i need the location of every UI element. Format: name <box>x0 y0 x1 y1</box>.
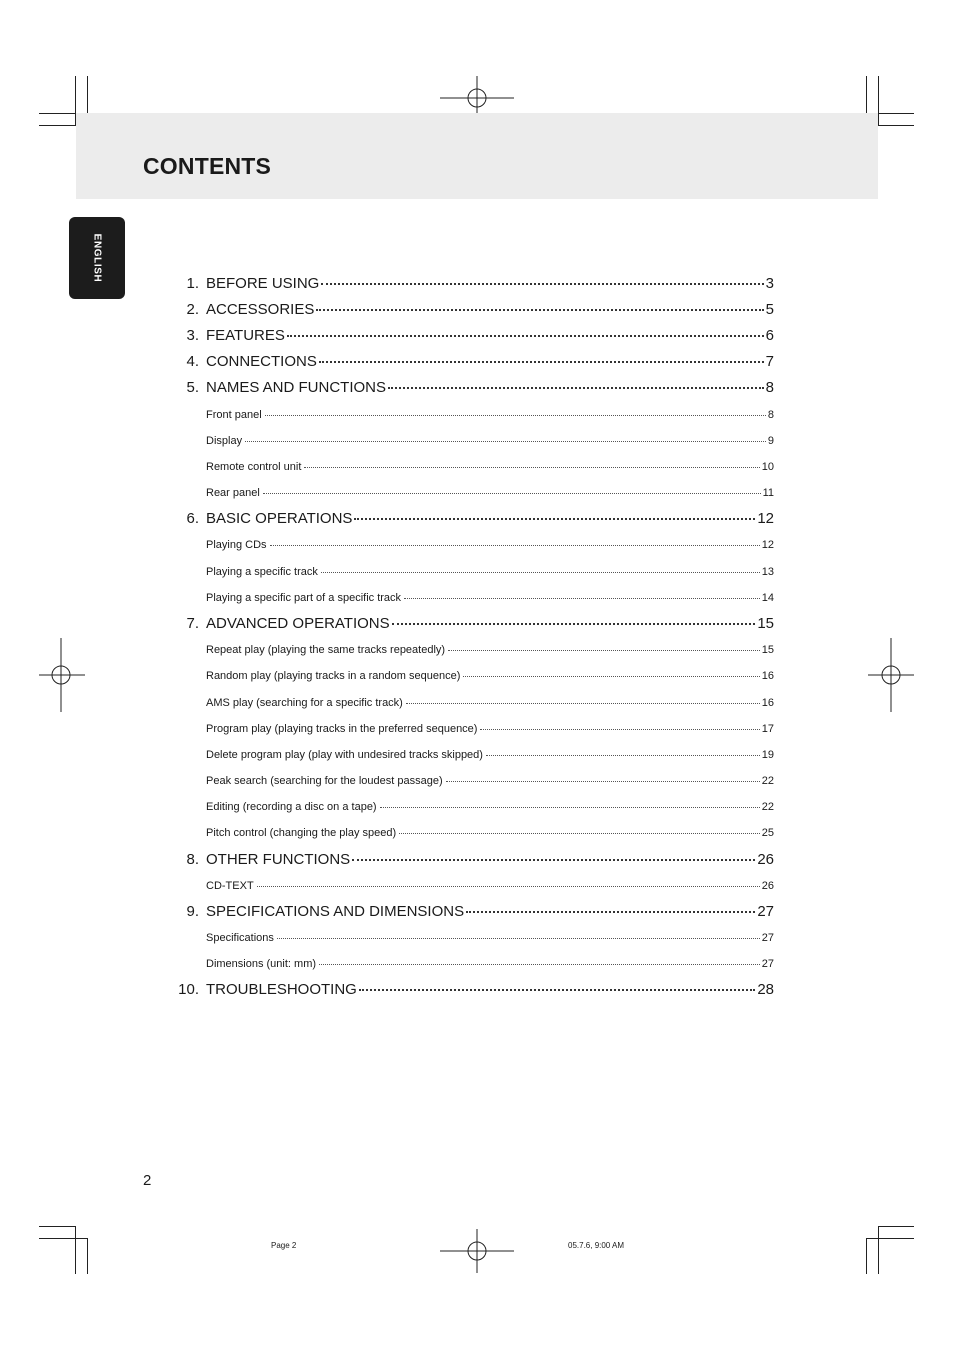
footer-timestamp: 05.7.6, 9:00 AM <box>568 1241 625 1250</box>
toc-leader-dots <box>263 493 761 494</box>
toc-subsection[interactable] <box>175 435 774 451</box>
crop-mark <box>75 1226 76 1274</box>
language-tab-label: ENGLISH <box>91 233 103 283</box>
toc-leader-dots <box>486 755 760 756</box>
toc-leader-dots <box>399 833 760 834</box>
toc-number: 5. <box>186 379 199 396</box>
toc-label: Playing a specific track <box>206 566 318 578</box>
crop-mark <box>39 1238 87 1239</box>
toc-page-number: 26 <box>761 880 774 892</box>
toc-page-number: 27 <box>761 932 774 944</box>
toc-label: FEATURES <box>206 327 285 344</box>
toc-subsection[interactable] <box>175 487 774 503</box>
toc-section[interactable] <box>175 301 774 321</box>
toc-section[interactable] <box>175 615 774 635</box>
toc-label: BASIC OPERATIONS <box>206 510 353 527</box>
toc-subsection[interactable] <box>175 958 774 974</box>
crop-mark <box>87 1238 88 1274</box>
toc-page-number: 8 <box>767 409 774 421</box>
toc-leader-dots <box>463 676 759 677</box>
toc-label: Peak search (searching for the loudest passage) <box>206 775 443 787</box>
toc-subsection[interactable] <box>175 539 774 555</box>
toc-label: Playing a specific part of a specific track <box>206 592 402 604</box>
toc-page-number: 22 <box>761 775 774 787</box>
toc-section[interactable] <box>175 275 774 295</box>
toc-page-number: 22 <box>761 801 774 813</box>
toc-label: ACCESSORIES <box>206 301 315 318</box>
toc-leader-dots <box>304 467 759 468</box>
toc-number: 8. <box>186 851 199 868</box>
toc-leader-dots <box>392 623 756 625</box>
toc-number: 6. <box>186 510 199 527</box>
toc-subsection[interactable] <box>175 592 774 608</box>
toc-page-number: 25 <box>761 827 774 839</box>
toc-label: NAMES AND FUNCTIONS <box>206 379 387 396</box>
toc-section[interactable] <box>175 353 774 373</box>
toc-number: 7. <box>186 615 199 632</box>
toc-leader-dots <box>287 335 764 337</box>
crop-mark <box>878 76 879 125</box>
registration-mark-icon <box>39 638 85 712</box>
toc-leader-dots <box>466 911 755 913</box>
registration-mark-icon <box>440 1229 516 1273</box>
toc-label: TROUBLESHOOTING <box>206 981 357 998</box>
toc-page-number: 16 <box>761 697 774 709</box>
toc-leader-dots <box>359 989 755 991</box>
toc-leader-dots <box>321 572 760 573</box>
toc-section[interactable] <box>175 510 774 530</box>
toc-leader-dots <box>388 387 764 389</box>
toc-number: 10. <box>178 981 199 998</box>
toc-page-number: 14 <box>761 592 774 604</box>
footer-page-label: Page 2 <box>271 1241 297 1250</box>
toc-label: OTHER FUNCTIONS <box>206 851 351 868</box>
toc-section[interactable] <box>175 981 774 1001</box>
toc-label: Playing CDs <box>206 539 267 551</box>
registration-mark-icon <box>868 638 914 712</box>
toc-number: 9. <box>186 903 199 920</box>
toc-label: Remote control unit <box>206 461 302 473</box>
toc-section[interactable] <box>175 327 774 347</box>
toc-number: 4. <box>186 353 199 370</box>
toc-page-number: 27 <box>757 903 774 920</box>
toc-leader-dots <box>277 938 760 939</box>
toc-label: Rear panel <box>206 487 260 499</box>
toc-subsection[interactable] <box>175 749 774 765</box>
toc-page-number: 28 <box>757 981 774 998</box>
toc-label: BEFORE USING <box>206 275 320 292</box>
toc-page-number: 27 <box>761 958 774 970</box>
toc-label: Pitch control (changing the play speed) <box>206 827 397 839</box>
toc-subsection[interactable] <box>175 932 774 948</box>
toc-page-number: 9 <box>767 435 774 447</box>
toc-label: Specifications <box>206 932 274 944</box>
toc-page-number: 19 <box>761 749 774 761</box>
toc-subsection[interactable] <box>175 644 774 660</box>
toc-leader-dots <box>245 441 766 442</box>
toc-page-number: 16 <box>761 670 774 682</box>
toc-number: 2. <box>186 301 199 318</box>
toc-page-number: 10 <box>761 461 774 473</box>
toc-leader-dots <box>448 650 760 651</box>
toc-leader-dots <box>316 309 763 311</box>
toc-number: 1. <box>186 275 199 292</box>
toc-subsection[interactable] <box>175 461 774 477</box>
toc-leader-dots <box>380 807 760 808</box>
toc-label: Program play (playing tracks in the preferred sequence) <box>206 723 478 735</box>
toc-subsection[interactable] <box>175 775 774 791</box>
toc-page-number: 15 <box>757 615 774 632</box>
toc-label: AMS play (searching for a specific track) <box>206 697 403 709</box>
toc-page-number: 13 <box>761 566 774 578</box>
crop-mark <box>39 125 76 126</box>
crop-mark <box>39 1226 76 1227</box>
toc-subsection[interactable] <box>175 409 774 425</box>
toc-page-number: 8 <box>765 379 774 396</box>
toc-leader-dots <box>446 781 760 782</box>
toc-label: CD-TEXT <box>206 880 254 892</box>
page-number: 2 <box>143 1172 152 1189</box>
toc-subsection[interactable] <box>175 670 774 686</box>
toc-leader-dots <box>404 598 760 599</box>
toc-page-number: 11 <box>762 487 774 499</box>
toc-label: Front panel <box>206 409 262 421</box>
crop-mark <box>87 76 88 113</box>
toc-subsection[interactable] <box>175 697 774 713</box>
toc-label: Editing (recording a disc on a tape) <box>206 801 377 813</box>
toc-leader-dots <box>319 361 764 363</box>
toc-leader-dots <box>321 283 763 285</box>
toc-page-number: 7 <box>765 353 774 370</box>
toc-page-number: 12 <box>757 510 774 527</box>
toc-subsection[interactable] <box>175 723 774 739</box>
toc-number: 3. <box>186 327 199 344</box>
toc-label: Random play (playing tracks in a random sequence) <box>206 670 461 682</box>
toc-page-number: 5 <box>765 301 774 318</box>
crop-mark <box>878 1226 879 1274</box>
language-tab <box>69 217 125 299</box>
toc-label: Display <box>206 435 243 447</box>
toc-leader-dots <box>480 729 759 730</box>
toc-label: CONNECTIONS <box>206 353 317 370</box>
toc-section[interactable] <box>175 903 774 923</box>
toc-label: Dimensions (unit: mm) <box>206 958 317 970</box>
toc-subsection[interactable] <box>175 827 774 843</box>
toc-page-number: 3 <box>765 275 774 292</box>
crop-mark <box>878 125 914 126</box>
toc-page-number: 17 <box>761 723 774 735</box>
crop-mark <box>866 1238 914 1239</box>
toc-leader-dots <box>265 415 766 416</box>
toc-section[interactable] <box>175 379 774 399</box>
toc-label: SPECIFICATIONS AND DIMENSIONS <box>206 903 465 920</box>
crop-mark <box>866 1238 867 1274</box>
toc-leader-dots <box>257 886 760 887</box>
toc-page-number: 12 <box>761 539 774 551</box>
toc-page-number: 26 <box>757 851 774 868</box>
toc-label: ADVANCED OPERATIONS <box>206 615 390 632</box>
toc-label: Delete program play (play with undesired tracks skipped) <box>206 749 483 761</box>
toc-page-number: 6 <box>765 327 774 344</box>
page-title: CONTENTS <box>143 153 272 179</box>
crop-mark <box>866 76 867 113</box>
crop-mark <box>878 1226 914 1227</box>
toc-label: Repeat play (playing the same tracks repeatedly) <box>206 644 446 656</box>
toc-leader-dots <box>319 964 760 965</box>
toc-subsection[interactable] <box>175 880 774 896</box>
toc-subsection[interactable] <box>175 566 774 582</box>
toc-section[interactable] <box>175 851 774 871</box>
toc-subsection[interactable] <box>175 801 774 817</box>
toc-leader-dots <box>270 545 760 546</box>
toc-page-number: 15 <box>761 644 774 656</box>
toc-leader-dots <box>352 859 755 861</box>
toc-leader-dots <box>406 703 760 704</box>
toc-leader-dots <box>354 518 755 520</box>
